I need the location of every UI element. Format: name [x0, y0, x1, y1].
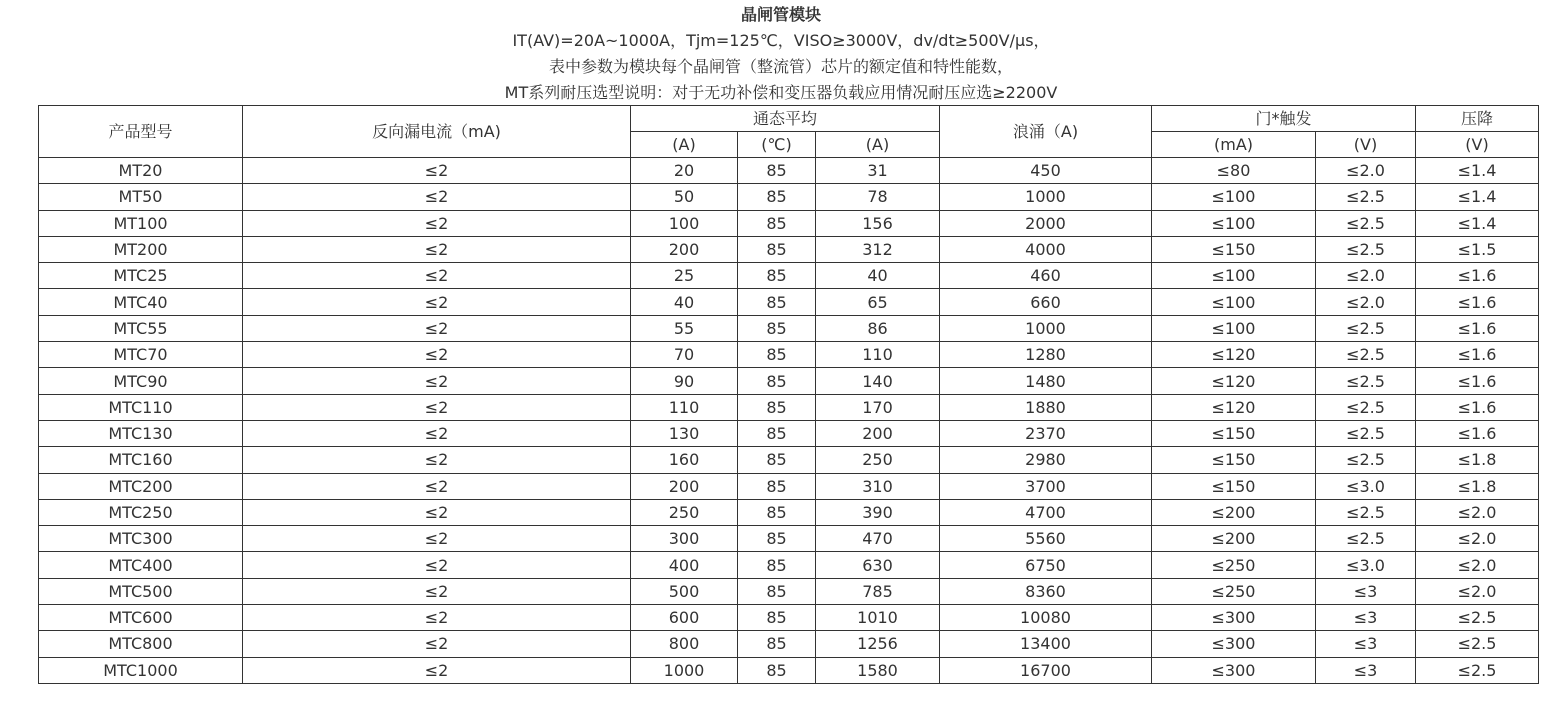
cell-gate-voltage: ≤2.5 — [1316, 210, 1416, 236]
table-row — [39, 605, 1539, 631]
unit-avg-current: (A) — [631, 132, 738, 158]
table-row — [39, 210, 1539, 236]
cell-gate-voltage: ≤3 — [1316, 657, 1416, 683]
cell-avg-current: 110 — [631, 394, 738, 420]
cell-surge: 8360 — [940, 578, 1152, 604]
cell-avg-current-2: 785 — [816, 578, 940, 604]
cell-leak: ≤2 — [243, 394, 631, 420]
cell-surge: 1280 — [940, 342, 1152, 368]
cell-leak: ≤2 — [243, 447, 631, 473]
cell-avg-current: 200 — [631, 473, 738, 499]
cell-surge: 6750 — [940, 552, 1152, 578]
cell-gate-voltage: ≤2.5 — [1316, 236, 1416, 262]
header-on-state-average: 通态平均 — [631, 106, 940, 132]
table-body — [39, 158, 1539, 684]
cell-surge: 4700 — [940, 499, 1152, 525]
cell-gate-current: ≤150 — [1152, 473, 1316, 499]
cell-gate-voltage: ≤2.5 — [1316, 342, 1416, 368]
cell-model: MT20 — [39, 158, 243, 184]
cell-avg-current: 1000 — [631, 657, 738, 683]
cell-surge: 2000 — [940, 210, 1152, 236]
cell-avg-current-2: 31 — [816, 158, 940, 184]
cell-avg-current: 25 — [631, 263, 738, 289]
cell-avg-current-2: 630 — [816, 552, 940, 578]
unit-gate-voltage: (V) — [1316, 132, 1416, 158]
cell-avg-current: 70 — [631, 342, 738, 368]
cell-drop-voltage: ≤1.4 — [1416, 184, 1539, 210]
table-row — [39, 420, 1539, 446]
specs-table — [38, 105, 1539, 684]
cell-gate-voltage: ≤2.5 — [1316, 394, 1416, 420]
cell-gate-voltage: ≤2.0 — [1316, 158, 1416, 184]
header-gate-trigger: 门*触发 — [1152, 106, 1416, 132]
cell-gate-current: ≤200 — [1152, 526, 1316, 552]
cell-model: MT50 — [39, 184, 243, 210]
cell-model: MTC90 — [39, 368, 243, 394]
cell-drop-voltage: ≤1.6 — [1416, 263, 1539, 289]
cell-avg-temp: 85 — [738, 578, 816, 604]
cell-leak: ≤2 — [243, 526, 631, 552]
cell-leak: ≤2 — [243, 631, 631, 657]
cell-avg-current-2: 156 — [816, 210, 940, 236]
cell-surge: 1880 — [940, 394, 1152, 420]
cell-avg-current: 600 — [631, 605, 738, 631]
table-row — [39, 447, 1539, 473]
cell-avg-current-2: 312 — [816, 236, 940, 262]
cell-avg-current: 200 — [631, 236, 738, 262]
header-leak-current: 反向漏电流（mA) — [243, 106, 631, 158]
cell-drop-voltage: ≤2.5 — [1416, 605, 1539, 631]
cell-leak: ≤2 — [243, 605, 631, 631]
cell-leak: ≤2 — [243, 552, 631, 578]
cell-avg-current: 160 — [631, 447, 738, 473]
cell-avg-temp: 85 — [738, 605, 816, 631]
cell-gate-current: ≤120 — [1152, 342, 1316, 368]
cell-surge: 4000 — [940, 236, 1152, 262]
cell-gate-current: ≤250 — [1152, 552, 1316, 578]
cell-leak: ≤2 — [243, 210, 631, 236]
cell-gate-voltage: ≤2.5 — [1316, 526, 1416, 552]
cell-avg-current-2: 470 — [816, 526, 940, 552]
cell-gate-current: ≤100 — [1152, 263, 1316, 289]
table-row — [39, 631, 1539, 657]
cell-gate-voltage: ≤2.5 — [1316, 420, 1416, 446]
cell-leak: ≤2 — [243, 158, 631, 184]
cell-avg-current-2: 40 — [816, 263, 940, 289]
cell-model: MTC400 — [39, 552, 243, 578]
cell-drop-voltage: ≤2.5 — [1416, 631, 1539, 657]
cell-drop-voltage: ≤1.8 — [1416, 447, 1539, 473]
table-row — [39, 342, 1539, 368]
cell-model: MTC70 — [39, 342, 243, 368]
cell-avg-current: 50 — [631, 184, 738, 210]
cell-model: MTC40 — [39, 289, 243, 315]
cell-gate-current: ≤150 — [1152, 447, 1316, 473]
cell-leak: ≤2 — [243, 657, 631, 683]
cell-drop-voltage: ≤2.5 — [1416, 657, 1539, 683]
cell-surge: 2370 — [940, 420, 1152, 446]
cell-model: MTC250 — [39, 499, 243, 525]
cell-surge: 5560 — [940, 526, 1152, 552]
cell-surge: 10080 — [940, 605, 1152, 631]
cell-gate-current: ≤120 — [1152, 368, 1316, 394]
table-row — [39, 552, 1539, 578]
cell-surge: 16700 — [940, 657, 1152, 683]
table-row — [39, 473, 1539, 499]
cell-avg-current-2: 1256 — [816, 631, 940, 657]
cell-avg-current-2: 86 — [816, 315, 940, 341]
cell-model: MTC55 — [39, 315, 243, 341]
unit-avg-current-2: (A) — [816, 132, 940, 158]
cell-gate-voltage: ≤2.5 — [1316, 499, 1416, 525]
cell-gate-current: ≤300 — [1152, 605, 1316, 631]
cell-model: MT200 — [39, 236, 243, 262]
cell-drop-voltage: ≤1.6 — [1416, 315, 1539, 341]
cell-model: MTC300 — [39, 526, 243, 552]
cell-avg-current-2: 250 — [816, 447, 940, 473]
cell-avg-current-2: 140 — [816, 368, 940, 394]
cell-avg-temp: 85 — [738, 236, 816, 262]
cell-drop-voltage: ≤1.8 — [1416, 473, 1539, 499]
cell-gate-voltage: ≤3.0 — [1316, 473, 1416, 499]
cell-avg-temp: 85 — [738, 657, 816, 683]
cell-avg-temp: 85 — [738, 342, 816, 368]
cell-model: MTC1000 — [39, 657, 243, 683]
cell-avg-current: 55 — [631, 315, 738, 341]
cell-gate-voltage: ≤2.0 — [1316, 289, 1416, 315]
cell-leak: ≤2 — [243, 499, 631, 525]
cell-drop-voltage: ≤1.6 — [1416, 420, 1539, 446]
header-voltage-drop: 压降 — [1416, 106, 1539, 132]
cell-avg-temp: 85 — [738, 447, 816, 473]
cell-leak: ≤2 — [243, 368, 631, 394]
cell-avg-current: 250 — [631, 499, 738, 525]
table-row — [39, 184, 1539, 210]
document-header — [0, 2, 1562, 106]
cell-gate-current: ≤100 — [1152, 210, 1316, 236]
cell-drop-voltage: ≤1.4 — [1416, 210, 1539, 236]
cell-avg-temp: 85 — [738, 420, 816, 446]
cell-avg-temp: 85 — [738, 499, 816, 525]
cell-avg-temp: 85 — [738, 631, 816, 657]
cell-gate-voltage: ≤2.5 — [1316, 315, 1416, 341]
cell-surge: 1000 — [940, 315, 1152, 341]
cell-surge: 2980 — [940, 447, 1152, 473]
document-title: 晶闸管模块 — [740, 5, 821, 24]
cell-avg-current-2: 1580 — [816, 657, 940, 683]
cell-gate-current: ≤300 — [1152, 631, 1316, 657]
cell-gate-voltage: ≤2.5 — [1316, 447, 1416, 473]
cell-leak: ≤2 — [243, 184, 631, 210]
cell-leak: ≤2 — [243, 263, 631, 289]
cell-gate-voltage: ≤2.5 — [1316, 368, 1416, 394]
cell-avg-current: 500 — [631, 578, 738, 604]
table-row — [39, 499, 1539, 525]
cell-drop-voltage: ≤1.4 — [1416, 158, 1539, 184]
cell-model: MTC25 — [39, 263, 243, 289]
cell-avg-current: 400 — [631, 552, 738, 578]
cell-avg-current-2: 110 — [816, 342, 940, 368]
cell-avg-current: 130 — [631, 420, 738, 446]
cell-avg-temp: 85 — [738, 552, 816, 578]
unit-avg-temp: (℃) — [738, 132, 816, 158]
cell-leak: ≤2 — [243, 342, 631, 368]
table-row — [39, 263, 1539, 289]
cell-avg-temp: 85 — [738, 394, 816, 420]
cell-drop-voltage: ≤2.0 — [1416, 552, 1539, 578]
cell-gate-current: ≤250 — [1152, 578, 1316, 604]
cell-avg-temp: 85 — [738, 210, 816, 236]
table-row — [39, 158, 1539, 184]
cell-leak: ≤2 — [243, 578, 631, 604]
cell-avg-temp: 85 — [738, 184, 816, 210]
cell-gate-current: ≤300 — [1152, 657, 1316, 683]
cell-gate-current: ≤150 — [1152, 420, 1316, 446]
cell-gate-voltage: ≤2.0 — [1316, 263, 1416, 289]
table-row — [39, 236, 1539, 262]
cell-drop-voltage: ≤1.6 — [1416, 394, 1539, 420]
cell-gate-current: ≤200 — [1152, 499, 1316, 525]
cell-gate-current: ≤100 — [1152, 315, 1316, 341]
cell-gate-current: ≤100 — [1152, 289, 1316, 315]
cell-model: MTC110 — [39, 394, 243, 420]
cell-avg-temp: 85 — [738, 289, 816, 315]
cell-drop-voltage: ≤2.0 — [1416, 526, 1539, 552]
cell-model: MT100 — [39, 210, 243, 236]
cell-drop-voltage: ≤1.6 — [1416, 289, 1539, 315]
table-row — [39, 526, 1539, 552]
cell-model: MTC130 — [39, 420, 243, 446]
cell-gate-voltage: ≤2.5 — [1316, 184, 1416, 210]
cell-avg-temp: 85 — [738, 315, 816, 341]
cell-model: MTC500 — [39, 578, 243, 604]
cell-model: MTC800 — [39, 631, 243, 657]
cell-avg-current-2: 1010 — [816, 605, 940, 631]
cell-avg-temp: 85 — [738, 263, 816, 289]
cell-surge: 660 — [940, 289, 1152, 315]
cell-drop-voltage: ≤1.6 — [1416, 368, 1539, 394]
cell-leak: ≤2 — [243, 289, 631, 315]
cell-gate-voltage: ≤3 — [1316, 578, 1416, 604]
cell-avg-current-2: 170 — [816, 394, 940, 420]
cell-drop-voltage: ≤1.6 — [1416, 342, 1539, 368]
spec-line-1: IT(AV)=20A~1000A，Tjm=125℃，VISO≥3000V，dv/dt≥500V/μs， — [512, 31, 1050, 50]
cell-avg-temp: 85 — [738, 526, 816, 552]
cell-leak: ≤2 — [243, 473, 631, 499]
unit-gate-current: (mA) — [1152, 132, 1316, 158]
cell-avg-temp: 85 — [738, 368, 816, 394]
cell-avg-current: 40 — [631, 289, 738, 315]
cell-surge: 1000 — [940, 184, 1152, 210]
table-row — [39, 289, 1539, 315]
header-surge: 浪涌（A) — [940, 106, 1152, 158]
table-row — [39, 315, 1539, 341]
cell-model: MTC160 — [39, 447, 243, 473]
cell-gate-voltage: ≤3.0 — [1316, 552, 1416, 578]
spec-line-2: 表中参数为模块每个晶闸管（整流管）芯片的额定值和特性能数， — [548, 57, 1013, 76]
cell-gate-voltage: ≤3 — [1316, 631, 1416, 657]
cell-avg-current-2: 390 — [816, 499, 940, 525]
cell-surge: 13400 — [940, 631, 1152, 657]
cell-avg-current-2: 310 — [816, 473, 940, 499]
cell-model: MTC200 — [39, 473, 243, 499]
cell-avg-current-2: 200 — [816, 420, 940, 446]
header-model: 产品型号 — [39, 106, 243, 158]
table-row — [39, 394, 1539, 420]
cell-gate-voltage: ≤3 — [1316, 605, 1416, 631]
table-row — [39, 578, 1539, 604]
cell-avg-temp: 85 — [738, 473, 816, 499]
cell-drop-voltage: ≤2.0 — [1416, 578, 1539, 604]
cell-avg-temp: 85 — [738, 158, 816, 184]
cell-avg-current: 800 — [631, 631, 738, 657]
cell-avg-current: 100 — [631, 210, 738, 236]
cell-leak: ≤2 — [243, 236, 631, 262]
cell-surge: 450 — [940, 158, 1152, 184]
cell-surge: 1480 — [940, 368, 1152, 394]
table-row — [39, 368, 1539, 394]
cell-leak: ≤2 — [243, 315, 631, 341]
cell-gate-current: ≤120 — [1152, 394, 1316, 420]
table-row — [39, 657, 1539, 683]
cell-gate-current: ≤80 — [1152, 158, 1316, 184]
cell-drop-voltage: ≤1.5 — [1416, 236, 1539, 262]
cell-leak: ≤2 — [243, 420, 631, 446]
cell-surge: 460 — [940, 263, 1152, 289]
cell-drop-voltage: ≤2.0 — [1416, 499, 1539, 525]
cell-gate-current: ≤100 — [1152, 184, 1316, 210]
cell-avg-current-2: 65 — [816, 289, 940, 315]
cell-avg-current: 300 — [631, 526, 738, 552]
cell-model: MTC600 — [39, 605, 243, 631]
cell-surge: 3700 — [940, 473, 1152, 499]
unit-drop-voltage: (V) — [1416, 132, 1539, 158]
cell-avg-current-2: 78 — [816, 184, 940, 210]
spec-line-3: MT系列耐压选型说明：对于无功补偿和变压器负载应用情况耐压应选≥2200V — [504, 83, 1058, 102]
cell-gate-current: ≤150 — [1152, 236, 1316, 262]
cell-avg-current: 20 — [631, 158, 738, 184]
cell-avg-current: 90 — [631, 368, 738, 394]
